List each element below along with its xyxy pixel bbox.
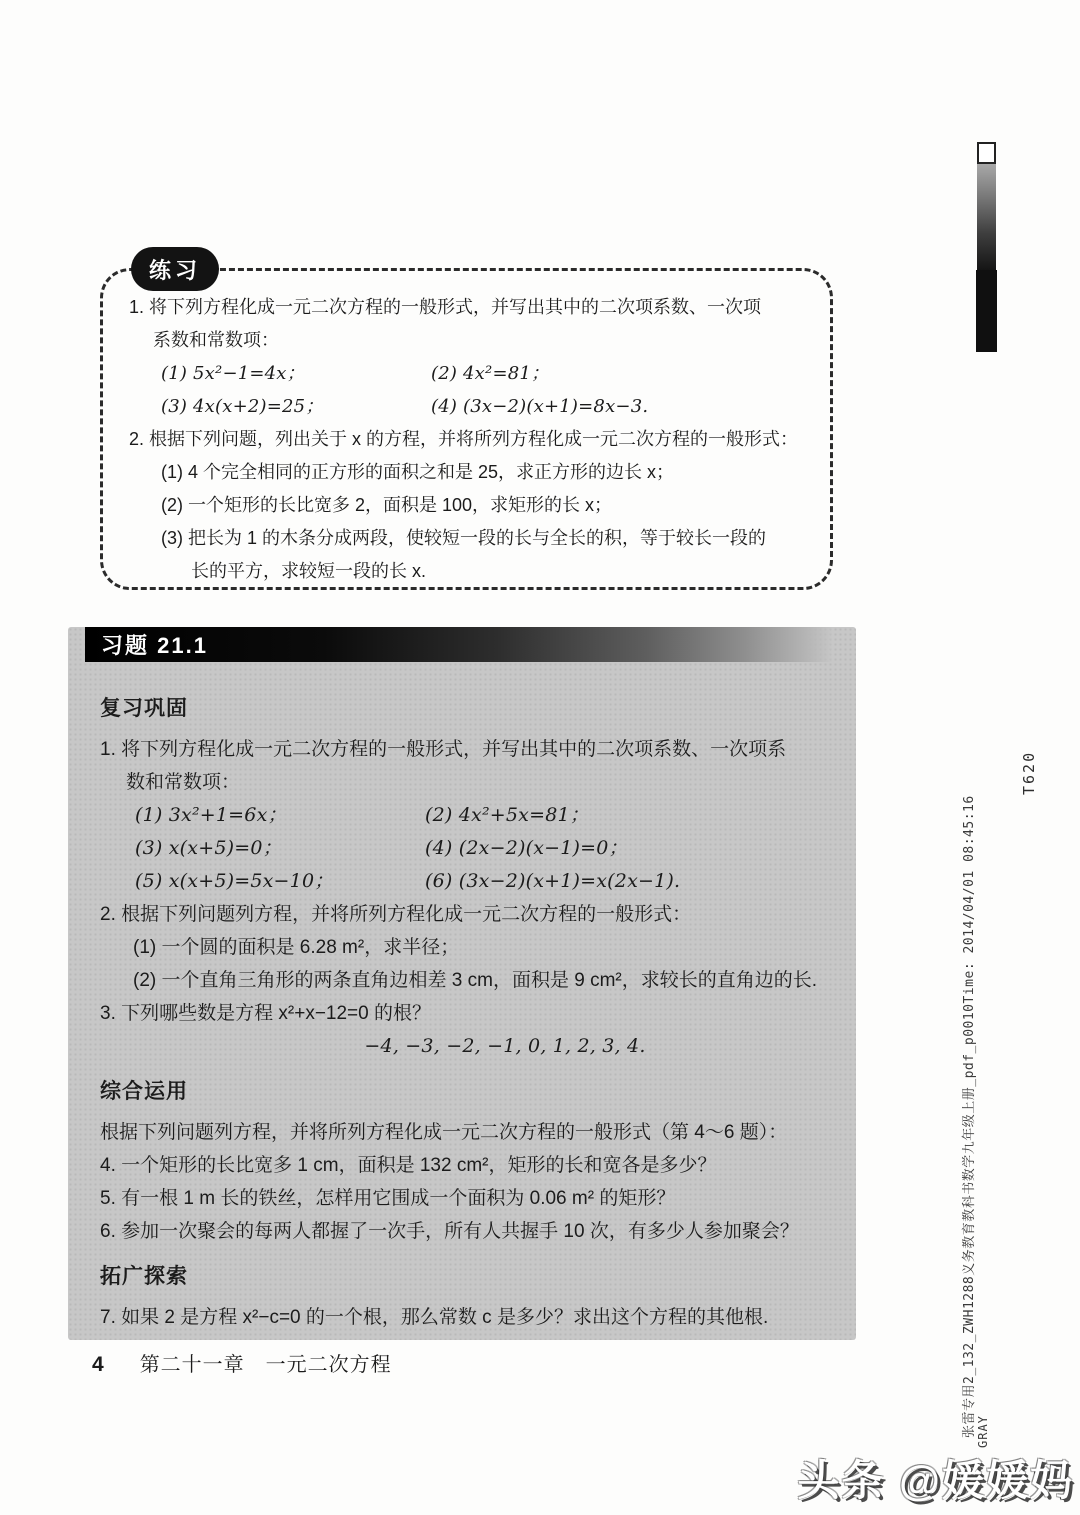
review-equation: (5) x(x+5)=5x−10； (135, 870, 334, 892)
review-q1-eq-row (100, 832, 830, 865)
comprehensive-intro: 根据下列问题列方程，并将所列方程化成一元二次方程的一般形式（第 4～6 题）： (100, 1122, 788, 1143)
review-equation: (1) 3x²+1=6x； (135, 804, 287, 826)
practice-q2-sub-continuation: 长的平方，求较短一段的长 x. (191, 561, 427, 581)
practice-equation: (2) 4x²=81； (431, 363, 550, 384)
practice-q1-eq-row (129, 357, 812, 390)
review-q2-sub: (1) 一个圆的面积是 6.28 m²，求半径； (133, 937, 460, 958)
review-q1-line1: 1. 将下列方程化成一元二次方程的一般形式，并写出其中的二次项系数、一次项系 (100, 739, 787, 760)
practice-q2-sub: (3) 把长为 1 的木条分成两段，使较短一段的长与全长的积，等于较长一段的 (161, 528, 767, 548)
chapter-title: 第二十一章 一元二次方程 (139, 1354, 392, 1376)
scan-grayscale-calibration-bar (977, 142, 996, 348)
grayscale-gradient-segment (977, 164, 996, 270)
review-equation: (2) 4x²+5x=81； (425, 804, 589, 826)
review-equation: (4) (2x−2)(x−1)=0； (425, 837, 628, 859)
review-equation: (6) (3x−2)(x+1)=x(2x−1). (425, 870, 681, 892)
page-number: 4 (92, 1353, 104, 1376)
watermark-text: 头条 @媛媛妈 (797, 1457, 1074, 1504)
scan-gray-label: GRAY (976, 1415, 990, 1448)
review-q2: 2. 根据下列问题列方程，并将所列方程化成一元二次方程的一般形式： (100, 904, 692, 925)
extension-heading: 拓广探索 (100, 1265, 188, 1288)
comprehensive-q6: 6. 参加一次聚会的每两人都握了一次手，所有人共握手 10 次，有多少人参加聚会？ (100, 1221, 799, 1242)
exercise-header-title: 习题 21.1 (101, 633, 208, 658)
page-footer (92, 1348, 392, 1377)
extension-q7: 7. 如果 2 是方程 x²−c=0 的一个根，那么常数 c 是多少？求出这个方程的其他根. (100, 1307, 769, 1328)
exercise-header-bar (85, 627, 833, 662)
comprehensive-heading: 综合运用 (100, 1080, 188, 1103)
practice-section-box (100, 257, 833, 590)
exercise-content (100, 692, 830, 1334)
practice-q1-line1: 1. 将下列方程化成一元二次方程的一般形式，并写出其中的二次项系数、一次项 (129, 297, 762, 317)
grayscale-white-segment (977, 142, 996, 164)
comprehensive-q5: 5. 有一根 1 m 长的铁丝，怎样用它围成一个面积为 0.06 m² 的矩形？ (100, 1188, 676, 1209)
review-q1-eq-row (100, 799, 830, 832)
review-equation: (3) x(x+5)=0； (135, 837, 282, 859)
review-q3-candidates: −4, −3, −2, −1, 0, 1, 2, 3, 4. (364, 1035, 646, 1057)
practice-equation: (1) 5x²−1=4x； (161, 363, 305, 384)
review-q2-sub: (2) 一个直角三角形的两条直角边相差 3 cm，面积是 9 cm²，求较长的直角边的长. (133, 970, 818, 991)
practice-equation: (4) (3x−2)(x+1)=8x−3. (431, 396, 649, 417)
practice-badge: 练习 (131, 247, 219, 291)
comprehensive-q4: 4. 一个矩形的长比宽多 1 cm，面积是 132 cm²，矩形的长和宽各是多少？ (100, 1155, 717, 1176)
practice-equation: (3) 4x(x+2)=25； (161, 396, 324, 417)
review-q1-line2: 数和常数项： (126, 772, 241, 793)
scan-t-code: T620 (1020, 750, 1038, 795)
practice-q2-line1: 2. 根据下列问题，列出关于 x 的方程，并将所列方程化成一元二次方程的一般形式： (129, 429, 799, 449)
practice-q1-line2: 系数和常数项： (153, 330, 279, 350)
practice-q2-sub: (1) 4 个完全相同的正方形的面积之和是 25，求正方形的边长 x； (161, 462, 675, 482)
review-q1-eq-row (100, 865, 830, 898)
review-heading: 复习巩固 (100, 697, 188, 720)
review-q3: 3. 下列哪些数是方程 x²+x−12=0 的根？ (100, 1003, 431, 1024)
practice-q2-sub: (2) 一个矩形的长比宽多 2，面积是 100，求矩形的长 x； (161, 495, 613, 515)
grayscale-black-segment (976, 270, 997, 352)
practice-q1-eq-row (129, 390, 812, 423)
scan-imprint-text: 张雷专用2_132_ZWH1288义务教育教科书数学九年级上册_pdf_p0010Time: 2014/04/01 08:45:16 (962, 795, 977, 1438)
